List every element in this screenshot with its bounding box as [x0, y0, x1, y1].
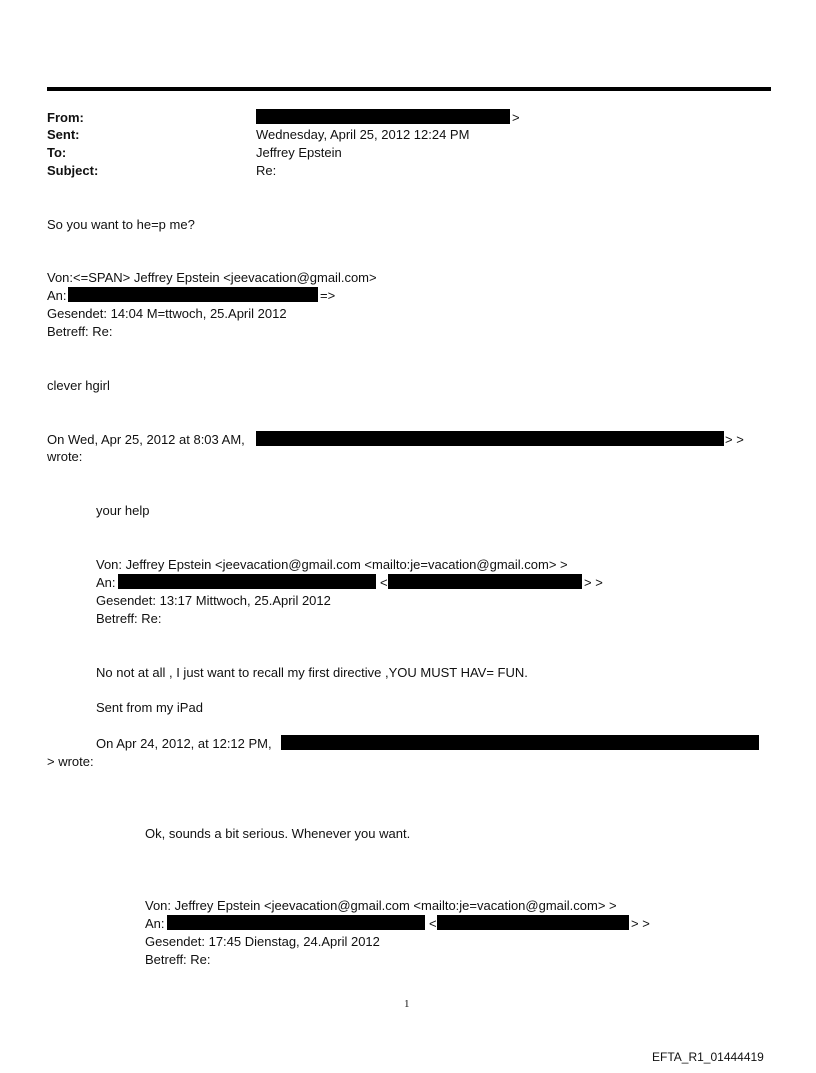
body-line-1: So you want to he=p me?	[47, 217, 195, 232]
fwd3-gesendet: Gesendet: 17:45 Dienstag, 24.April 2012	[145, 934, 380, 949]
fwd1-von: Von:<=SPAN> Jeffrey Epstein <jeevacation@gmail.com>	[47, 270, 377, 285]
fwd3-betreff: Betreff: Re:	[145, 952, 211, 967]
body-line-2: clever hgirl	[47, 378, 110, 393]
quote1-prefix: On Wed, Apr 25, 2012 at 8:03 AM,	[47, 432, 245, 447]
to-value: Jeffrey Epstein	[256, 145, 342, 160]
quote1-suffix: > >	[725, 432, 744, 447]
fwd2-von: Von: Jeffrey Epstein <jeevacation@gmail.com <mailto:je=vacation@gmail.com> >	[96, 557, 568, 572]
quote2-prefix: On Apr 24, 2012, at 12:12 PM,	[96, 736, 272, 751]
to-label: To:	[47, 145, 67, 160]
quote1-redaction	[256, 431, 724, 446]
subject-label: Subject:	[47, 163, 99, 178]
fwd3-an-redaction-2	[437, 915, 629, 930]
from-suffix: >	[512, 110, 520, 125]
fwd1-an-redaction	[68, 287, 318, 302]
fwd3-an-label: An:	[145, 916, 165, 931]
q2-text: Ok, sounds a bit serious. Whenever you want.	[145, 826, 411, 841]
fwd3-an-suffix: > >	[631, 916, 650, 931]
fwd1-an-suffix: =>	[320, 288, 336, 303]
fwd3-an-redaction-1	[167, 915, 425, 930]
subject-value: Re:	[256, 163, 277, 178]
quote1-wrote: wrote:	[47, 449, 83, 464]
header-rule	[47, 87, 771, 91]
fwd1-gesendet: Gesendet: 14:04 M=ttwoch, 25.April 2012	[47, 306, 287, 321]
from-redaction	[256, 109, 510, 124]
fwd1-betreff: Betreff: Re:	[47, 324, 113, 339]
fwd2-betreff: Betreff: Re:	[96, 611, 162, 626]
sent-value: Wednesday, April 25, 2012 12:24 PM	[256, 127, 470, 142]
fwd2-gesendet: Gesendet: 13:17 Mittwoch, 25.April 2012	[96, 593, 331, 608]
fwd2-an-label: An:	[96, 575, 116, 590]
q1-sent-from: Sent from my iPad	[96, 700, 203, 715]
document-id: EFTA_R1_01444419	[652, 1050, 764, 1064]
fwd2-an-redaction-2	[388, 574, 582, 589]
fwd2-an-mid: <	[380, 575, 388, 590]
fwd1-an-label: An:	[47, 288, 67, 303]
quote2-redaction	[281, 735, 759, 750]
fwd3-von: Von: Jeffrey Epstein <jeevacation@gmail.com <mailto:je=vacation@gmail.com> >	[145, 898, 617, 913]
quote2-wrote: > wrote:	[47, 754, 94, 769]
q1-text: your help	[96, 503, 150, 518]
fwd3-an-mid: <	[429, 916, 437, 931]
from-label: From:	[47, 110, 84, 125]
sent-label: Sent:	[47, 127, 80, 142]
fwd2-an-redaction-1	[118, 574, 376, 589]
q1-line-2: No not at all , I just want to recall my first directive ,YOU MUST HAV= FUN.	[96, 665, 528, 680]
fwd2-an-suffix: > >	[584, 575, 603, 590]
page-number: 1	[404, 998, 410, 1010]
